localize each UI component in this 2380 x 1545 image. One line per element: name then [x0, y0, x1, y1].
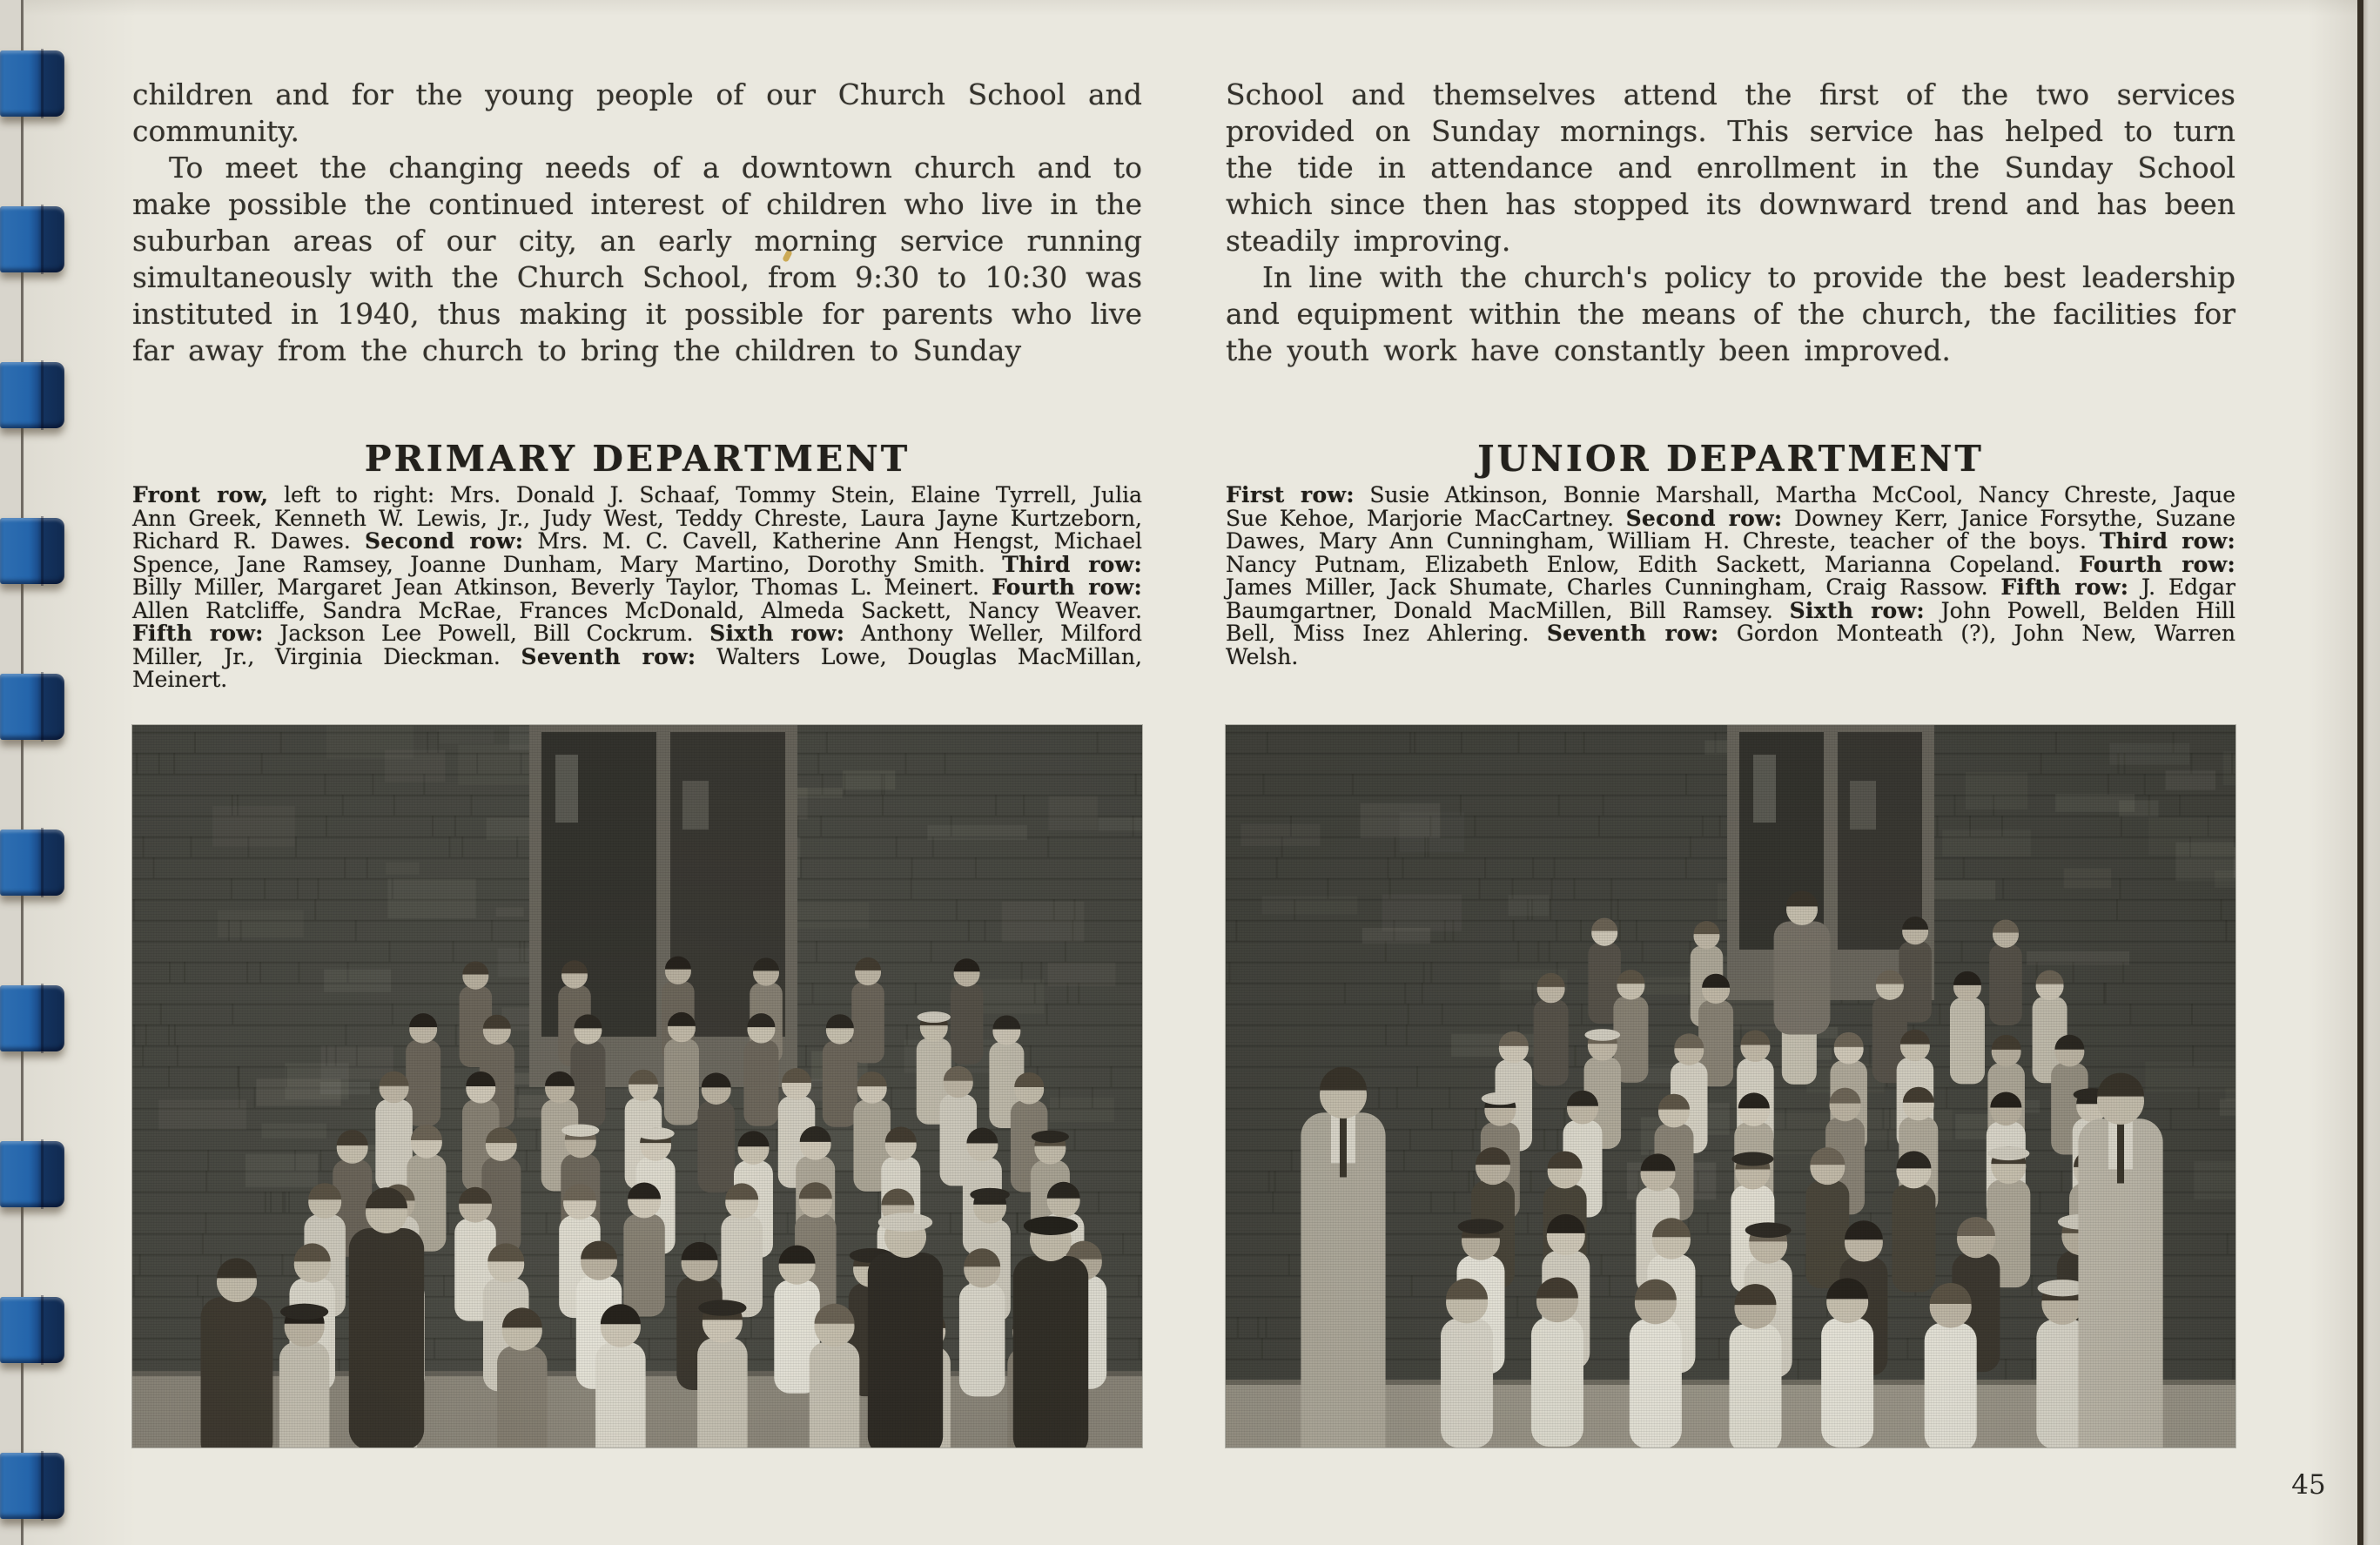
caption-row-label: Fifth row: [132, 621, 264, 646]
caption-names: Susie Atkinson, Bonnie Marshall, Martha McCool, Nancy Chreste, Jaque Sue Kehoe, Marjorie MacCartney. [1226, 482, 2235, 531]
caption-names: Billy Miller, Margaret Jean Atkinson, Beverly Taylor, Thomas L. Meinert. [132, 574, 992, 600]
caption-row-label: Fifth row: [2000, 574, 2129, 600]
binding-tab [0, 985, 64, 1051]
caption-row-label: Third row: [1002, 551, 1143, 577]
right-page-edge-line [2357, 0, 2363, 1545]
next-page-edge [2363, 0, 2380, 1545]
caption-row-label: Fourth row: [992, 574, 1143, 600]
caption-row-label: Fourth row: [2079, 551, 2235, 577]
paragraph: School and themselves attend the first of the two services provided on Sunday mornings. This service has helped to turn the tide in attendance and enrollment in the Sunday School which since then has stopped its downward trend and has been steadily improving. [1226, 77, 2235, 258]
caption-row-label: Third row: [2099, 528, 2236, 554]
binding-tab [0, 1141, 64, 1207]
paragraph: children and for the young people of our Church School and community. [132, 77, 1142, 148]
left-body-text [132, 77, 1142, 369]
caption-row-label: Second row: [364, 528, 524, 554]
primary-department-heading: PRIMARY DEPARTMENT [364, 438, 911, 480]
caption-names: J. Edgar Baumgartner, Donald MacMillen, Bill Ramsey. [1226, 574, 2235, 623]
caption-names: left to right: Mrs. Donald J. Schaaf, Tommy Stein, Elaine Tyrrell, Julia Ann Greek, Kenneth W. Lewis, Jr., Judy West, Teddy Chreste, Laura Jayne Kurtzeborn, Richard R. Dawes. [132, 482, 1142, 554]
caption-names: Jackson Lee Powell, Bill Cockrum. [263, 621, 710, 646]
paragraph: In line with the church's policy to provide the best leadership and equipment within the means of the church, the facilities for the youth work have constantly been improved. [1226, 260, 2235, 367]
caption-names: Gordon Monteath (?), John New, Warren Welsh. [1226, 621, 2235, 669]
caption-row-label: Sixth row: [1789, 597, 1925, 623]
primary-department-photo [132, 725, 1142, 1448]
caption-row-label: Second row: [1625, 505, 1783, 531]
caption-names: Anthony Weller, Milford Miller, Jr., Virginia Dieckman. [132, 621, 1142, 669]
caption-names: Mrs. M. C. Cavell, Katherine Ann Hengst, Michael Spence, Jane Ramsey, Joanne Dunham, Mary Martino, Dorothy Smith. [132, 528, 1142, 577]
caption-row-label: Sixth row: [709, 621, 845, 646]
page-number: 45 [2291, 1469, 2326, 1501]
caption-names: Allen Ratcliffe, Sandra McRae, Frances McDonald, Almeda Sackett, Nancy Weaver. [132, 597, 1142, 623]
caption-row-label: Seventh row: [521, 643, 696, 669]
binding-tab [0, 50, 64, 117]
paragraph: To meet the changing needs of a downtown church and to make possible the continued interest of children who live in the suburban areas of our city, an early morning service running simultaneously with the Church School, from 9:30 to 10:30 was instituted in 1940, thus making it possible for parents who live far away from the church to bring the children to Sunday [132, 151, 1142, 367]
binding-tab [0, 674, 64, 740]
binding-tab [0, 206, 64, 272]
binding-tab [0, 362, 64, 428]
junior-department-photo [1226, 725, 2235, 1448]
primary-photo-caption [132, 484, 1142, 692]
binding-tab [0, 518, 64, 584]
caption-names: Nancy Putnam, Elizabeth Enlow, Edith Sackett, Marianna Copeland. [1226, 551, 2080, 577]
caption-names: Walters Lowe, Douglas MacMillan, Meinert. [132, 643, 1142, 692]
caption-names: John Powell, Belden Hill Bell, Miss Inez Ahlering. [1226, 597, 2236, 646]
caption-row-label: First row: [1226, 482, 1355, 507]
caption-names: James Miller, Jack Shumate, Charles Cunningham, Craig Rassow. [1226, 574, 2001, 600]
caption-names: Downey Kerr, Janice Forsythe, Suzane Dawes, Mary Ann Cunningham, William H. Chreste, teacher of the boys. [1226, 505, 2235, 554]
binding-tab [0, 1297, 64, 1363]
binding-tab [0, 1453, 64, 1519]
junior-department-heading: JUNIOR DEPARTMENT [1477, 438, 1984, 480]
binding-tab [0, 830, 64, 896]
junior-photo-caption [1226, 484, 2235, 668]
caption-row-label: Seventh row: [1546, 621, 1719, 646]
caption-row-label: Front row, [132, 482, 269, 507]
right-body-text [1226, 77, 2235, 369]
